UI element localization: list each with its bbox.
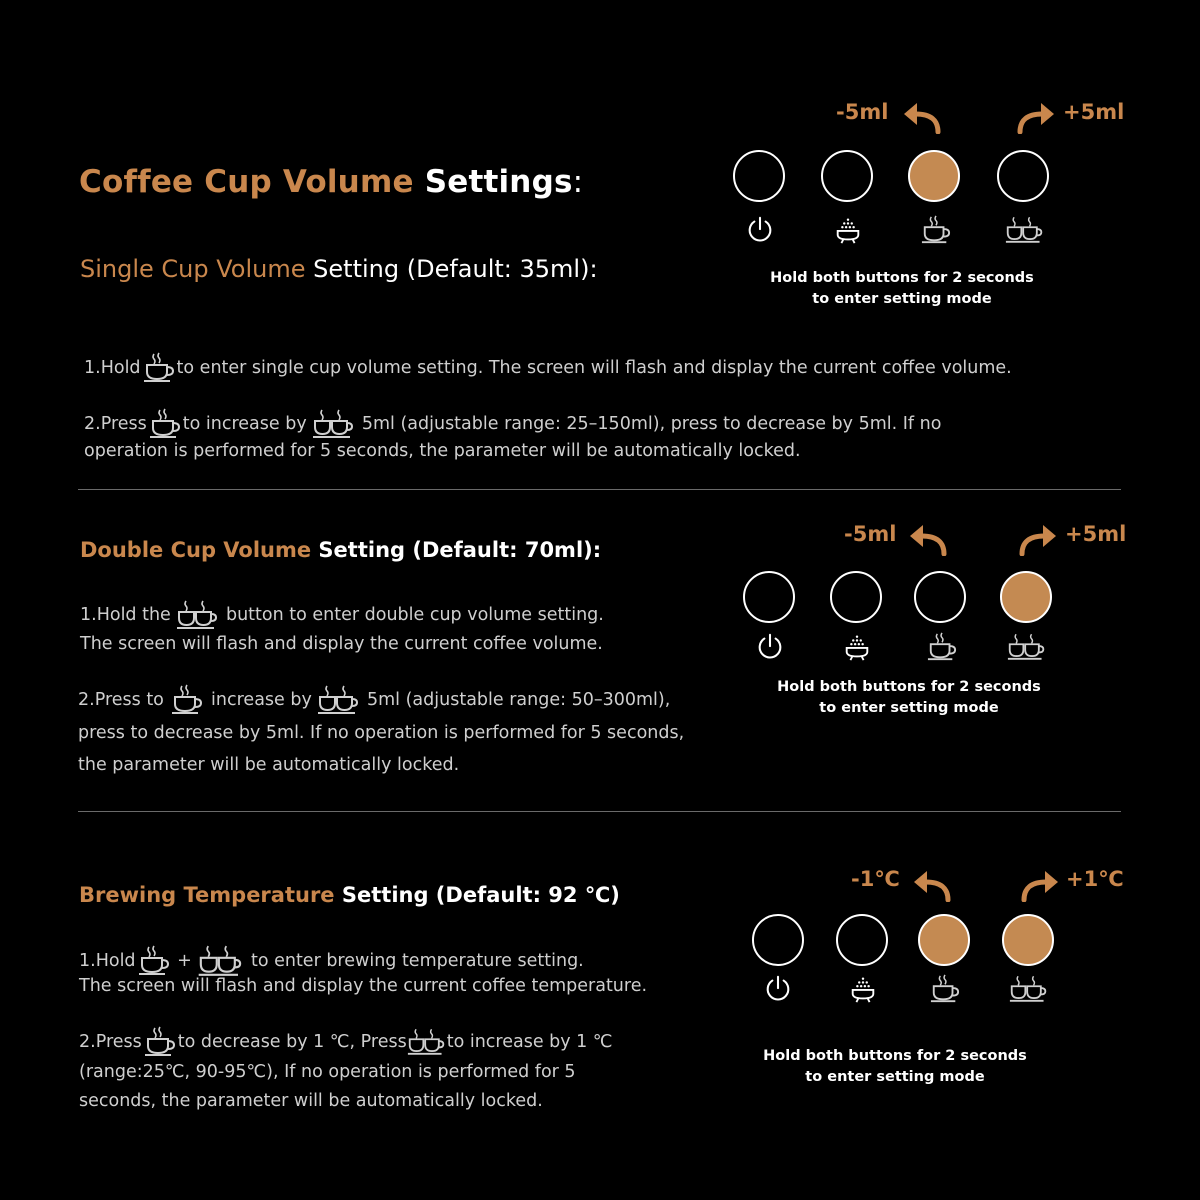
single-cup-button[interactable] <box>908 150 960 202</box>
hold-instruction <box>759 677 1059 719</box>
single-cup-heading-accent: Single Cup Volume <box>80 255 306 283</box>
single-cup-icon <box>918 215 954 245</box>
grinder-icon <box>845 974 881 1004</box>
double-cup-heading <box>80 538 601 562</box>
page-title <box>79 164 583 200</box>
step-text: 5ml (adjustable range: 50–300ml), <box>367 690 671 710</box>
double-cup-heading-accent: Double Cup Volume <box>80 538 312 562</box>
hold-line-1: Hold both buttons for 2 seconds <box>777 679 1041 695</box>
grinder-icon <box>830 215 866 245</box>
hold-line-2: to enter setting mode <box>812 291 992 308</box>
single-cup-heading <box>80 255 598 283</box>
single-cup-step-2 <box>84 408 941 440</box>
step-text: to increase by <box>182 414 307 434</box>
page-title-accent: Coffee Cup Volume <box>79 164 414 200</box>
minus-label: -1℃ <box>851 867 900 891</box>
single-cup-button[interactable] <box>918 914 970 966</box>
temperature-step-2 <box>79 1026 613 1058</box>
single-cup-icon <box>141 352 177 384</box>
step-text: to enter single cup volume setting. The screen will flash and display the current coffee volume. <box>176 358 1012 378</box>
step-text: to enter brewing temperature setting. <box>250 951 584 971</box>
single-cup-icon <box>142 1026 178 1058</box>
double-cup-step-1-cont <box>80 631 603 657</box>
grind-button[interactable] <box>830 571 882 623</box>
step-text: The screen will flash and display the current coffee temperature. <box>79 976 648 996</box>
step-text: 2.Press <box>84 414 147 434</box>
hold-line-2: to enter setting mode <box>805 1069 985 1086</box>
curved-arrow-left-icon <box>910 868 954 902</box>
hold-instruction <box>745 1046 1045 1088</box>
plus-label: +5ml <box>1065 522 1127 546</box>
double-cup-icon <box>1005 215 1045 245</box>
single-cup-heading-rest: Setting (Default: 35ml): <box>313 255 598 283</box>
double-cup-icon <box>1007 632 1047 662</box>
double-cup-step-2-cont2 <box>78 752 459 778</box>
page-title-colon: : <box>572 164 584 200</box>
single-cup-icon <box>927 974 963 1004</box>
step-text: operation is performed for 5 seconds, the parameter will be automatically locked. <box>84 441 801 461</box>
hold-line-2: to enter setting mode <box>819 700 999 717</box>
grind-button[interactable] <box>821 150 873 202</box>
plus-label: +5ml <box>1063 100 1125 124</box>
double-cup-icon <box>317 684 361 716</box>
step-text: press to decrease by 5ml. If no operation is performed for 5 seconds, <box>78 723 685 743</box>
double-cup-button[interactable] <box>1000 571 1052 623</box>
minus-label: -5ml <box>836 100 889 124</box>
step-text: seconds, the parameter will be automatically locked. <box>79 1091 543 1111</box>
step-text: the parameter will be automatically locked. <box>78 755 460 775</box>
step-text: 2.Press <box>79 1032 142 1052</box>
double-cup-icon <box>1009 974 1049 1004</box>
hold-instruction <box>752 268 1052 310</box>
hold-line-1: Hold both buttons for 2 seconds <box>770 270 1034 286</box>
page-title-rest: Settings <box>424 164 573 200</box>
step-text: 1.Hold <box>79 951 136 971</box>
plus-label: +1℃ <box>1066 867 1124 891</box>
step-text: increase by <box>211 690 312 710</box>
step-text: 2.Press to <box>78 690 164 710</box>
step-text: 5ml (adjustable range: 25–150ml), press to decrease by 5ml. If no <box>361 414 942 434</box>
minus-label: -5ml <box>844 522 897 546</box>
temperature-step-1-cont <box>79 973 647 999</box>
curved-arrow-left-icon <box>900 100 944 134</box>
step-text: to increase by 1 ℃ <box>446 1032 613 1052</box>
double-cup-icon <box>176 599 220 631</box>
double-cup-step-1 <box>80 599 604 631</box>
section-divider <box>78 811 1121 812</box>
single-cup-step-2-cont <box>84 438 801 464</box>
power-icon <box>752 632 788 662</box>
step-text: 1.Hold <box>84 358 141 378</box>
single-cup-icon <box>924 632 960 662</box>
curved-arrow-right-icon <box>1014 100 1058 134</box>
single-cup-icon <box>169 684 205 716</box>
single-cup-button[interactable] <box>914 571 966 623</box>
step-text: 1.Hold the <box>80 605 171 625</box>
power-button[interactable] <box>733 150 785 202</box>
temperature-heading-accent: Brewing Temperature <box>79 883 335 907</box>
double-cup-icon <box>312 408 356 440</box>
temperature-heading-rest: Setting (Default: 92 ℃) <box>341 883 620 907</box>
double-cup-heading-rest: Setting (Default: 70ml): <box>318 538 602 562</box>
single-cup-step-1 <box>84 352 1012 384</box>
power-icon <box>742 215 778 245</box>
power-button[interactable] <box>743 571 795 623</box>
hold-line-1: Hold both buttons for 2 seconds <box>763 1048 1027 1064</box>
curved-arrow-right-icon <box>1018 868 1062 902</box>
double-cup-icon <box>407 1026 447 1058</box>
step-text: (range:25℃, 90-95℃), If no operation is performed for 5 <box>79 1062 576 1082</box>
temperature-step-2-cont <box>79 1059 576 1085</box>
grinder-icon <box>839 632 875 662</box>
temperature-heading <box>79 883 620 907</box>
power-icon <box>760 974 796 1004</box>
double-cup-step-2 <box>78 684 670 716</box>
plus-sign: + <box>177 951 192 971</box>
power-button[interactable] <box>752 914 804 966</box>
curved-arrow-right-icon <box>1016 522 1060 556</box>
section-divider <box>78 489 1121 490</box>
temperature-step-2-cont2 <box>79 1088 543 1114</box>
double-cup-button[interactable] <box>1002 914 1054 966</box>
double-cup-button[interactable] <box>997 150 1049 202</box>
step-text: button to enter double cup volume setting. <box>225 605 604 625</box>
grind-button[interactable] <box>836 914 888 966</box>
step-text: The screen will flash and display the current coffee volume. <box>80 634 603 654</box>
step-text: to decrease by 1 ℃, Press <box>177 1032 407 1052</box>
double-cup-step-2-cont <box>78 720 684 746</box>
curved-arrow-left-icon <box>906 522 950 556</box>
single-cup-icon <box>147 408 183 440</box>
